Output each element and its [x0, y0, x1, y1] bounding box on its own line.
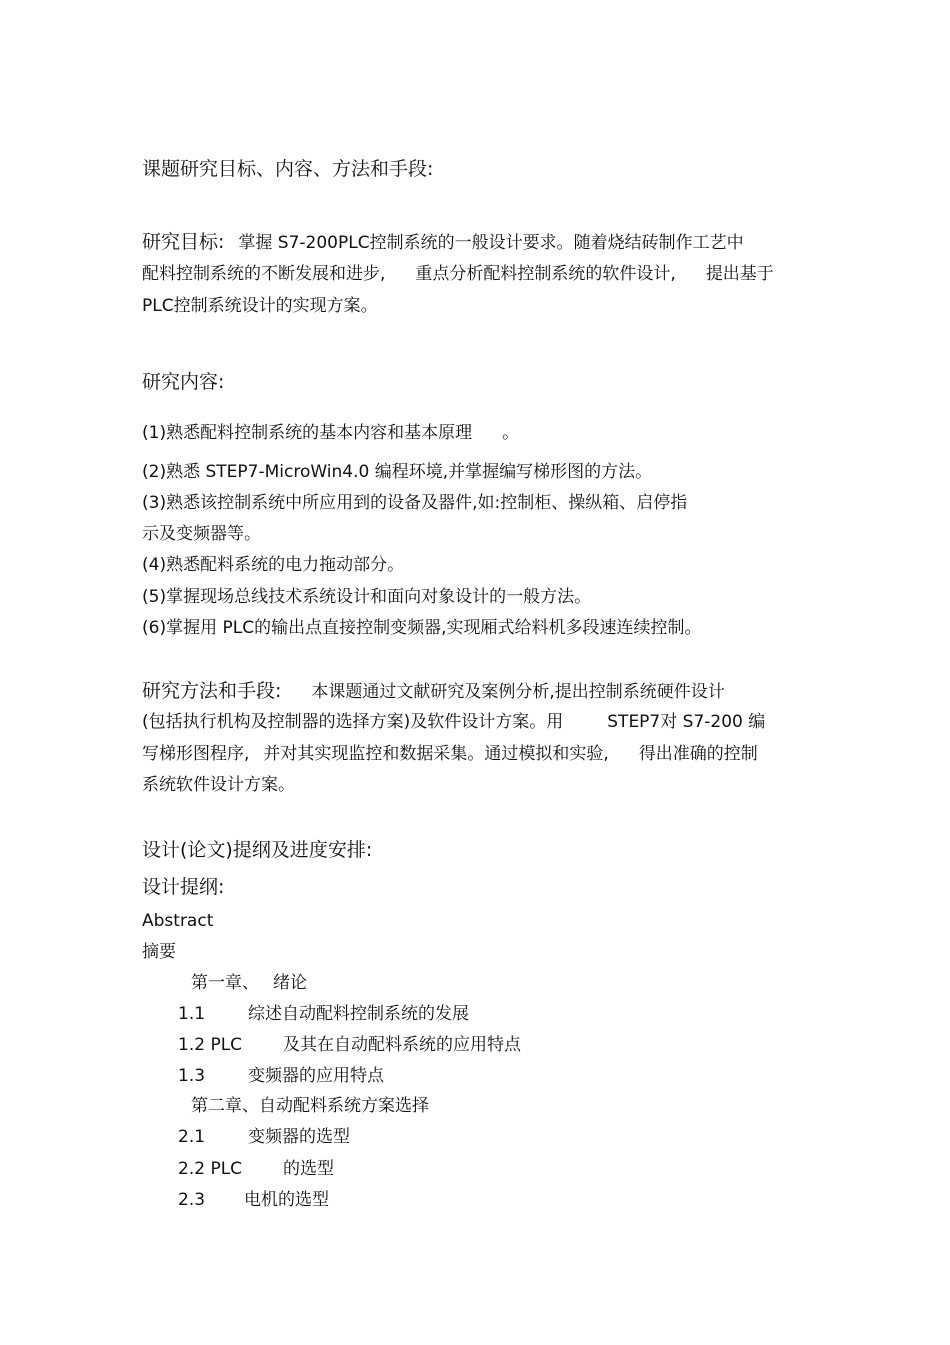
content-item-5: (5)掌握现场总线技术系统设计和面向对象设计的一般方法。	[142, 587, 592, 607]
outline-chapter-2: 第二章、自动配料系统方案选择	[191, 1096, 429, 1116]
goal-text-1: 掌握 S7-200PLC控制系统的一般设计要求。随着烧结砖制作工艺中	[238, 233, 744, 253]
goal-line-2	[142, 266, 774, 283]
outline-section-2-1: 2.1 变频器的选型	[178, 1127, 350, 1147]
method-label: 研究方法和手段:	[142, 680, 282, 702]
goal-text-2c: 提出基于	[705, 264, 774, 284]
outline-section-2-3: 2.3 电机的选型	[178, 1190, 329, 1210]
goal-text-2a: 配料控制系统的不断发展和进步,	[142, 264, 386, 284]
outline-section-1-3: 1.3 变频器的应用特点	[178, 1066, 384, 1086]
outline-chapter-1: 第一章、 绪论	[191, 973, 307, 993]
content-label: 研究内容:	[142, 371, 225, 393]
outline-subtitle: 设计提纲:	[142, 876, 225, 898]
method-text-4: 系统软件设计方案。	[142, 775, 295, 795]
goal-label: 研究目标:	[142, 231, 225, 253]
method-line-1	[142, 682, 725, 701]
content-item-2: (2)熟悉 STEP7-MicroWin4.0 编程环境,并掌握编写梯形图的方法。	[142, 462, 653, 482]
content-item-3: (3)熟悉该控制系统中所应用到的设备及器件,如:控制柜、操纵箱、启停指	[142, 493, 688, 513]
method-text-3b: 并对其实现监控和数据采集。通过模拟和实验,	[263, 744, 609, 764]
content-item-3-cont: 示及变频器等。	[142, 524, 261, 544]
method-text-2a: (包括执行机构及控制器的选择方案)及软件设计方案。用	[142, 712, 564, 732]
goal-text-2b: 重点分析配料控制系统的软件设计,	[415, 264, 676, 284]
content-item-6: (6)掌握用 PLC的输出点直接控制变频器,实现厢式给料机多段速连续控制。	[142, 618, 702, 638]
method-line-3	[142, 746, 758, 763]
outline-abstract: Abstract	[142, 911, 214, 931]
goal-text-3: PLC控制系统设计的实现方案。	[142, 296, 378, 316]
goal-line-1	[142, 233, 744, 252]
outline-section-2-2: 2.2 PLC 的选型	[178, 1159, 334, 1179]
outline-title: 设计(论文)提纲及进度安排:	[142, 839, 373, 861]
method-text-3c: 得出准确的控制	[638, 744, 758, 764]
method-line-2	[142, 714, 765, 731]
content-item-1: (1)熟悉配料控制系统的基本内容和基本原理 。	[142, 423, 520, 443]
method-text-3a: 写梯形图程序,	[142, 744, 250, 764]
outline-abstract-cn: 摘要	[142, 942, 176, 962]
outline-section-1-1: 1.1 综述自动配料控制系统的发展	[178, 1004, 469, 1024]
outline-section-1-2: 1.2 PLC 及其在自动配料系统的应用特点	[178, 1035, 521, 1055]
content-item-4: (4)熟悉配料系统的电力拖动部分。	[142, 555, 405, 575]
method-text-2b: STEP7对 S7-200 编	[607, 712, 766, 732]
section-title: 课题研究目标、内容、方法和手段:	[142, 158, 434, 180]
method-text-1: 本课题通过文献研究及案例分析,提出控制系统硬件设计	[311, 682, 725, 702]
